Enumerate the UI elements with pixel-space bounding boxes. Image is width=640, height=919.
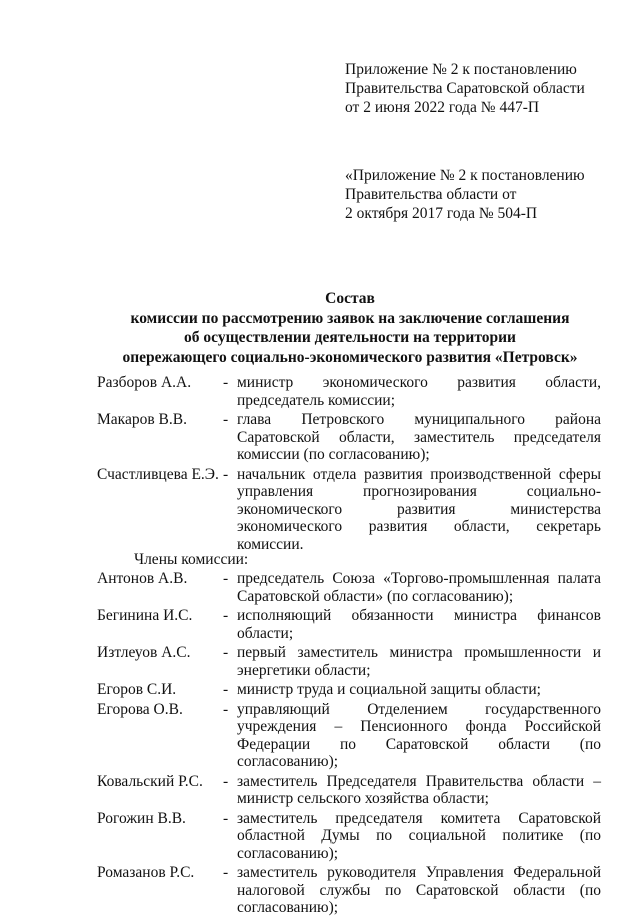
appendix-original-line-3: 2 октября 2017 года № 504-П <box>345 205 538 222</box>
member-position: председатель Союза «Торгово-промышленная палата Саратовской области» (по согласованию); <box>237 570 601 605</box>
member-position: министр труда и социальной защиты области; <box>237 681 541 698</box>
title-line-4: опережающего социально-экономического развития «Петровск» <box>122 348 578 366</box>
appendix-current-line-2: Правительства Саратовской области <box>345 80 585 97</box>
list-item <box>97 607 607 642</box>
member-position: заместитель Председателя Правительства области – министр сельского хозяйства области; <box>237 772 601 807</box>
commission-members-list <box>97 570 607 919</box>
member-name: Разборов А.А. <box>97 374 192 391</box>
member-position: первый заместитель министра промышленности и энергетики области; <box>237 644 601 679</box>
appendix-header-original <box>345 166 585 223</box>
dash-separator: - <box>223 864 229 881</box>
appendix-original-line-2: Правительства области от <box>345 186 517 203</box>
member-name: Егорова О.В. <box>97 700 183 718</box>
appendix-current-line-3: от 2 июня 2022 года № 447-П <box>345 99 540 116</box>
member-position: министр экономического развития области, председатель комиссии; <box>237 374 601 409</box>
title-line-1: Состав <box>325 290 375 307</box>
member-name: Ковальский Р.С. <box>97 772 203 790</box>
member-position: исполняющий обязанности министра финансов области; <box>237 607 601 642</box>
list-item <box>97 864 607 917</box>
list-item <box>97 773 607 808</box>
dash-separator: - <box>223 607 229 624</box>
member-name: Счастливцева Е.Э. <box>97 465 219 483</box>
dash-separator: - <box>223 809 229 827</box>
dash-separator: - <box>223 681 229 698</box>
member-position: управляющий Отделением государственного учреждения – Пенсионного фонда Российской Федерации по Саратовской области (по согласованию); <box>237 700 601 770</box>
member-position: глава Петровского муниципального района Саратовской области, заместитель председателя комиссии (по согласованию); <box>237 411 601 463</box>
dash-separator: - <box>223 644 229 661</box>
dash-separator: - <box>223 700 229 718</box>
member-name: Изтлеуов А.С. <box>97 644 191 661</box>
list-item <box>97 374 607 409</box>
appendix-original-line-1: «Приложение № 2 к постановлению <box>345 167 585 184</box>
list-item <box>97 411 607 464</box>
appendix-header-current <box>345 60 585 117</box>
member-name: Бегинина И.С. <box>97 607 193 624</box>
list-item <box>97 701 607 771</box>
title-line-2: комиссии по рассмотрению заявок на заключение соглашения <box>130 309 570 327</box>
list-item <box>97 681 607 699</box>
dash-separator: - <box>223 374 229 391</box>
commission-leadership-list <box>97 374 607 555</box>
list-item <box>97 466 607 554</box>
member-name: Егоров С.И. <box>97 681 177 698</box>
members-heading: Члены комиссии: <box>134 551 249 568</box>
member-position: заместитель председателя комитета Саратовской областной Думы по социальной политике (по согласованию); <box>237 809 601 862</box>
appendix-current-line-1: Приложение № 2 к постановлению <box>345 61 577 78</box>
member-name: Рогожин В.В. <box>97 809 186 827</box>
list-item <box>97 644 607 679</box>
member-name: Макаров В.В. <box>97 411 187 428</box>
dash-separator: - <box>223 772 229 790</box>
member-position: начальник отдела развития производственной сферы управления прогнозирования социально-экономического развития министерства экономического развития области, секретарь комиссии. <box>237 465 601 553</box>
document-title <box>90 289 610 367</box>
dash-separator: - <box>223 465 229 483</box>
member-name: Антонов А.В. <box>97 570 188 587</box>
list-item <box>97 570 607 605</box>
list-item <box>97 810 607 863</box>
dash-separator: - <box>223 411 229 428</box>
dash-separator: - <box>223 570 229 587</box>
title-line-3: об осуществлении деятельности на территории <box>184 329 516 346</box>
member-position: заместитель руководителя Управления Федеральной налоговой службы по Саратовской области (по согласованию); <box>237 864 601 916</box>
member-name: Ромазанов Р.С. <box>97 864 195 881</box>
